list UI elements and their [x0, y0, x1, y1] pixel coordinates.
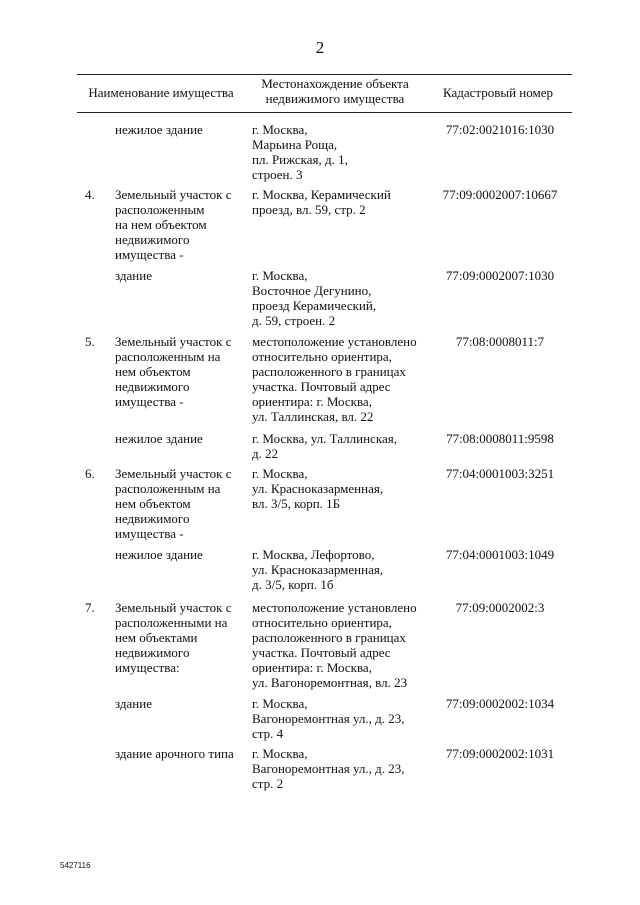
property-name-line: имущества -	[115, 394, 184, 409]
property-location-line: ул. Красноказарменная,	[252, 562, 384, 577]
property-location-line: Марьина Роща,	[252, 137, 338, 152]
property-name-line: нем объектом	[115, 364, 191, 379]
property-location-line: д. 59, строен. 2	[252, 313, 336, 328]
property-name	[115, 466, 245, 541]
property-location-line: проезд Керамический,	[252, 298, 377, 313]
property-location-line: относительно ориентира,	[252, 615, 392, 630]
header-location-line: Местонахождение объекта	[261, 76, 409, 91]
property-name-line: на нем объектом	[115, 217, 207, 232]
property-location-line: участка. Почтовый адрес	[252, 645, 391, 660]
property-location-line: г. Москва,	[252, 122, 308, 137]
property-location-line: вл. 3/5, корп. 1Б	[252, 496, 341, 511]
cadastral-number: 77:02:0021016:1030	[445, 122, 555, 137]
property-name-line: Земельный участок с	[115, 334, 232, 349]
property-name-line: недвижимого	[115, 511, 190, 526]
property-location-line: Вагоноремонтная ул., д. 23,	[252, 761, 405, 776]
property-location-line: Вагоноремонтная ул., д. 23,	[252, 711, 405, 726]
header-location-line: недвижимого имущества	[265, 91, 405, 106]
property-location	[252, 547, 422, 592]
cadastral-number: 77:09:0002002:1031	[445, 746, 555, 761]
property-location-line: г. Москва, ул. Таллинская,	[252, 431, 397, 446]
property-location-line: относительно ориентира,	[252, 349, 392, 364]
property-name-line: нем объектом	[115, 496, 191, 511]
property-location-line: проезд, вл. 59, стр. 2	[252, 202, 366, 217]
property-location-line: д. 22	[252, 446, 279, 461]
property-name-line: здание	[115, 696, 152, 711]
property-name	[115, 122, 245, 137]
row-number: 7.	[85, 600, 95, 615]
property-location	[252, 187, 422, 217]
cadastral-number: 77:04:0001003:3251	[445, 466, 555, 481]
cadastral-number: 77:09:0002007:10667	[442, 187, 558, 202]
property-location-line: расположенного в границах	[252, 630, 406, 645]
property-location	[252, 600, 422, 690]
property-location-line: участка. Почтовый адрес	[252, 379, 391, 394]
cadastral-number: 77:09:0002002:1034	[445, 696, 555, 711]
row-number: 6.	[85, 466, 95, 481]
property-location	[252, 696, 422, 741]
property-location	[252, 268, 422, 328]
property-name-line: недвижимого	[115, 645, 190, 660]
property-name-line: расположенными на	[115, 615, 228, 630]
property-name-line: имущества -	[115, 247, 184, 262]
property-name	[115, 431, 245, 446]
property-location-line: ул. Вагоноремонтная, вл. 23	[252, 675, 408, 690]
property-name-line: нежилое здание	[115, 122, 203, 137]
property-location	[252, 431, 422, 461]
property-location-line: стр. 4	[252, 726, 284, 741]
property-location-line: г. Москва, Лефортово,	[252, 547, 375, 562]
property-location	[252, 746, 422, 791]
property-name	[115, 268, 245, 283]
property-location-line: местоположение установлено	[252, 334, 417, 349]
property-location-line: ул. Красноказарменная,	[252, 481, 384, 496]
property-location-line: строен. 3	[252, 167, 303, 182]
cadastral-number: 77:08:0008011:9598	[446, 431, 554, 446]
property-name-line: расположенным	[115, 202, 205, 217]
property-name	[115, 334, 245, 409]
property-name-line: Земельный участок с	[115, 466, 232, 481]
property-location-line: д. 3/5, корп. 1б	[252, 577, 334, 592]
property-location-line: г. Москва,	[252, 696, 308, 711]
property-name-line: Земельный участок с	[115, 600, 232, 615]
property-name	[115, 187, 245, 262]
property-location	[252, 334, 422, 424]
row-number: 5.	[85, 334, 95, 349]
property-name-line: здание арочного типа	[115, 746, 234, 761]
property-name-line: здание	[115, 268, 152, 283]
property-location-line: ориентира: г. Москва,	[252, 394, 372, 409]
property-location-line: стр. 2	[252, 776, 284, 791]
property-name-line: недвижимого	[115, 232, 190, 247]
property-location-line: г. Москва,	[252, 746, 308, 761]
header-property-name: Наименование имущества	[88, 85, 234, 100]
property-location-line: г. Москва, Керамический	[252, 187, 391, 202]
property-location-line: расположенного в границах	[252, 364, 406, 379]
property-location-line: г. Москва,	[252, 466, 308, 481]
property-name-line: нежилое здание	[115, 547, 203, 562]
property-name	[115, 600, 245, 675]
property-location-line: ориентира: г. Москва,	[252, 660, 372, 675]
property-name	[115, 746, 245, 761]
document-code: 5427116	[60, 861, 91, 870]
cadastral-number: 77:04:0001003:1049	[445, 547, 555, 562]
property-name-line: имущества -	[115, 526, 184, 541]
property-location-line: ул. Таллинская, вл. 22	[252, 409, 374, 424]
property-location	[252, 122, 422, 182]
property-name	[115, 696, 245, 711]
cadastral-number: 77:08:0008011:7	[455, 334, 545, 349]
property-name-line: расположенным на	[115, 349, 221, 364]
property-name-line: Земельный участок с	[115, 187, 232, 202]
property-name	[115, 547, 245, 562]
page-number: 2	[315, 38, 325, 57]
property-location-line: пл. Рижская, д. 1,	[252, 152, 348, 167]
property-name-line: нем объектами	[115, 630, 198, 645]
cadastral-number: 77:09:0002007:1030	[445, 268, 555, 283]
property-name-line: расположенным на	[115, 481, 221, 496]
row-number: 4.	[85, 187, 95, 202]
property-name-line: недвижимого	[115, 379, 190, 394]
property-name-line: нежилое здание	[115, 431, 203, 446]
property-location-line: местоположение установлено	[252, 600, 417, 615]
property-location-line: г. Москва,	[252, 268, 308, 283]
property-location-line: Восточное Дегунино,	[252, 283, 372, 298]
property-location	[252, 466, 422, 511]
cadastral-number: 77:09:0002002:3	[455, 600, 545, 615]
header-cadastral-number: Кадастровый номер	[442, 85, 554, 100]
property-name-line: имущества:	[115, 660, 180, 675]
